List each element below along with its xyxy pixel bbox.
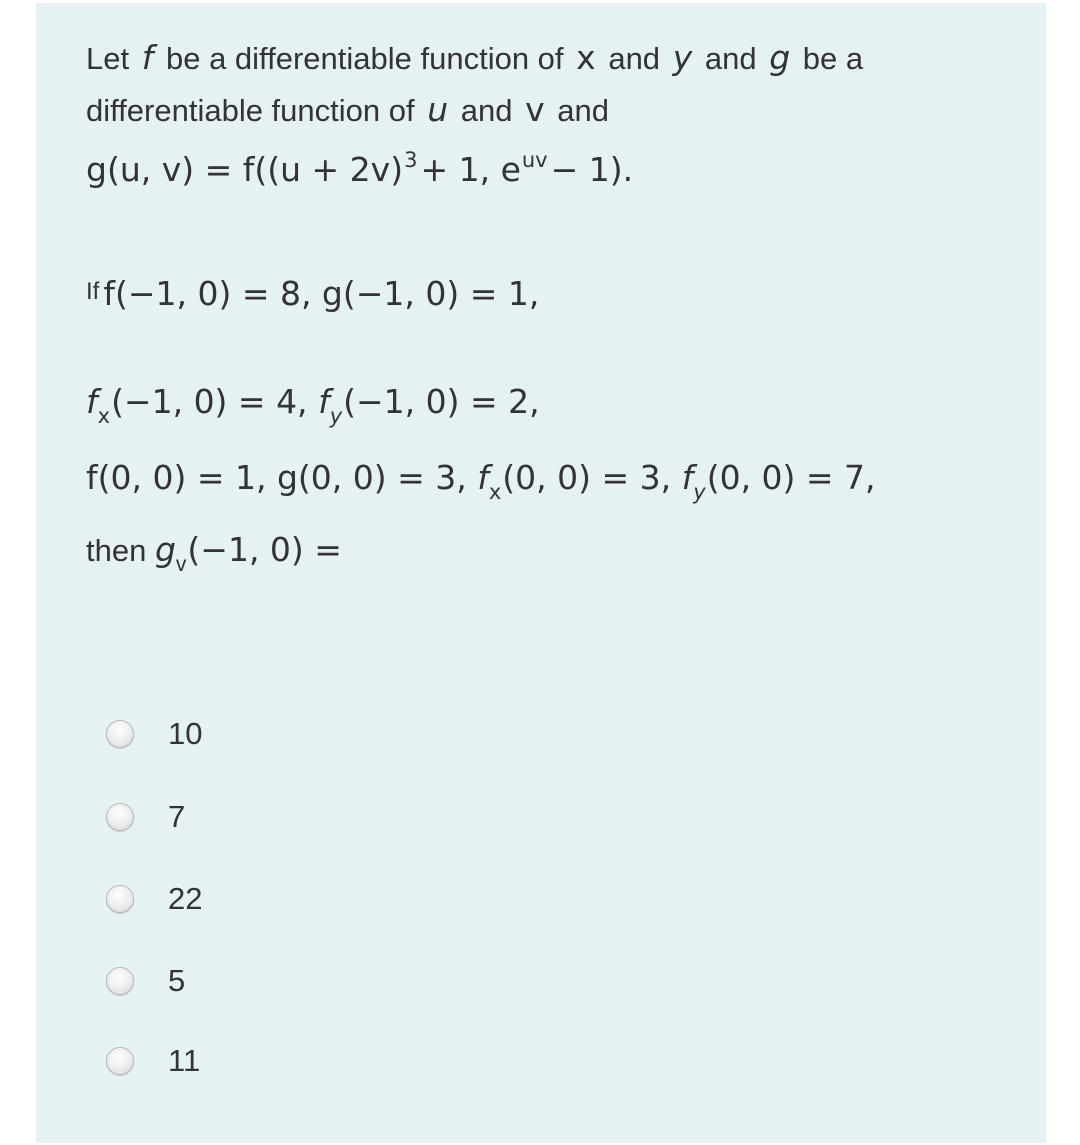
definition-rhs-end: − 1). xyxy=(550,150,634,189)
intro-let: Let xyxy=(86,41,130,76)
option-label: 22 xyxy=(168,881,203,916)
subscript-v: v xyxy=(175,553,187,576)
ask-then: then xyxy=(86,533,147,568)
intro-line-2 xyxy=(86,90,609,131)
exponent-uv: uv xyxy=(521,148,548,172)
given-values-3 xyxy=(86,458,876,504)
definition-lhs: g(u, v) = xyxy=(86,150,233,189)
given3-f1: f xyxy=(477,458,489,497)
intro-and4: and xyxy=(557,93,610,128)
var-v: v xyxy=(525,90,545,129)
var-f: f xyxy=(141,38,154,77)
radio-button[interactable] xyxy=(106,967,134,995)
radio-button[interactable] xyxy=(106,720,134,748)
var-y: y xyxy=(672,38,693,77)
given-if: If xyxy=(86,278,100,305)
option-label: 11 xyxy=(168,1043,201,1078)
subscript-y: y xyxy=(693,480,706,504)
ask-g: g xyxy=(154,530,176,569)
exponent-3: 3 xyxy=(404,148,418,172)
intro-and1: and xyxy=(608,41,661,76)
radio-button[interactable] xyxy=(106,803,134,831)
var-x: x xyxy=(576,38,596,77)
ask-rest: (−1, 0) = xyxy=(187,530,342,569)
given-values-2 xyxy=(86,382,540,428)
intro-be2: be a xyxy=(802,41,864,76)
subscript-x: x xyxy=(488,480,502,504)
answer-option[interactable] xyxy=(106,964,185,998)
given2-part1: (−1, 0) = 4, xyxy=(111,382,308,421)
var-g: g xyxy=(769,38,791,77)
option-label: 10 xyxy=(168,716,203,751)
option-label: 5 xyxy=(168,963,186,998)
given3-part3: (0, 0) = 7, xyxy=(706,458,876,497)
given-values-1 xyxy=(86,272,539,315)
answer-option[interactable] xyxy=(106,717,202,751)
radio-button[interactable] xyxy=(106,1047,134,1075)
intro-line-1 xyxy=(86,38,863,79)
given3-part1: f(0, 0) = 1, g(0, 0) = 3, xyxy=(86,458,467,497)
subscript-y: y xyxy=(329,404,343,428)
definition-formula xyxy=(86,150,633,190)
radio-button[interactable] xyxy=(106,885,134,913)
definition-rhs-mid: + 1, e xyxy=(420,150,521,189)
intro-and2: and xyxy=(704,41,757,76)
given1-formula: f(−1, 0) = 8, g(−1, 0) = 1, xyxy=(103,274,540,313)
question-ask xyxy=(86,530,342,576)
given3-f2: f xyxy=(681,458,694,497)
answer-option[interactable] xyxy=(106,882,202,916)
given2-part2: (−1, 0) = 2, xyxy=(343,382,540,421)
given2-f1: f xyxy=(86,382,98,421)
given3-part2: (0, 0) = 3, xyxy=(502,458,672,497)
subscript-x: x xyxy=(97,404,111,428)
answer-option[interactable] xyxy=(106,800,185,834)
definition-rhs-start: f((u + 2v) xyxy=(242,150,404,189)
intro-and3: and xyxy=(460,93,513,128)
intro-line2-text: differentiable function of xyxy=(86,93,415,128)
answer-option[interactable] xyxy=(106,1044,200,1078)
given2-f2: f xyxy=(318,382,330,421)
option-label: 7 xyxy=(168,799,186,834)
var-u: u xyxy=(427,90,449,129)
intro-be1: be a differentiable function of xyxy=(165,41,564,76)
